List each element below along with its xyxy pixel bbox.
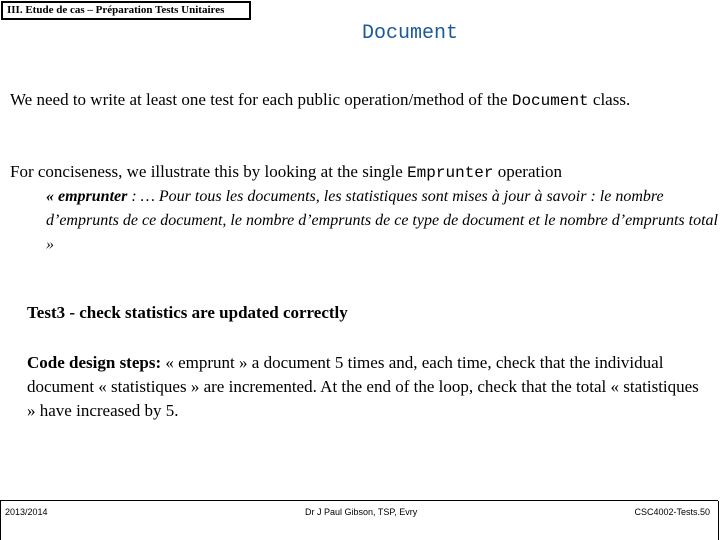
footer-author: Dr J Paul Gibson, TSP, Evry: [305, 507, 418, 517]
intro-paragraph: [10, 88, 710, 113]
footer-page: CSC4002-Tests.50: [634, 507, 710, 517]
slide-title: Document: [362, 22, 459, 45]
footer-divider: [0, 500, 718, 501]
quote-keyword: « emprunter: [46, 188, 128, 205]
section-label: III. Etude de cas – Préparation Tests Unitaires: [1, 1, 251, 20]
footer-year: 2013/2014: [5, 507, 48, 517]
conciseness-paragraph: [10, 160, 710, 185]
steps-label: Code design steps:: [27, 353, 162, 372]
test-title: Test3 - check statistics are updated correctly: [27, 303, 348, 322]
intro-code: Document: [511, 92, 589, 110]
quote-text: : … Pour tous les documents, les statistiques sont mises à jour à savoir : le nombre d’emprunts de ce document, le nombre d’emprunts de ce type de document et le nombre d’emprunts total »: [46, 188, 718, 253]
conciseness-text: For conciseness, we illustrate this by looking at the single: [10, 162, 408, 181]
design-steps: [27, 351, 707, 423]
conciseness-text-end: operation: [493, 162, 562, 181]
intro-text-end: class.: [588, 90, 631, 109]
steps-text: « emprunt » a document 5 times and, each time, check that the individual document « statistiques » are incremented. At the end of the loop, check that the total « statistiques » have increased by 5.: [27, 353, 699, 420]
spec-quote: [46, 185, 718, 257]
conciseness-code: Emprunter: [407, 164, 494, 182]
intro-text: We need to write at least one test for each public operation/method of the: [10, 90, 512, 109]
